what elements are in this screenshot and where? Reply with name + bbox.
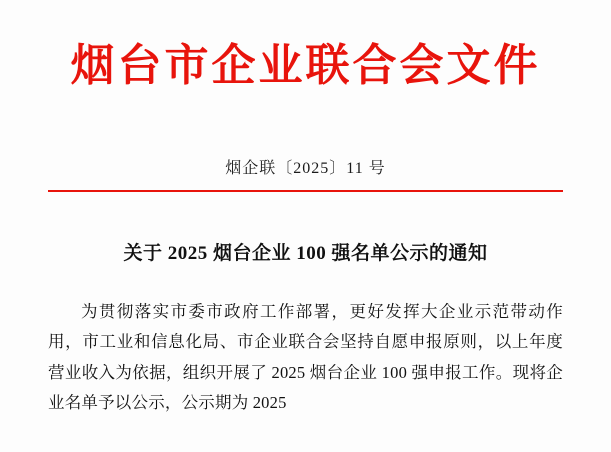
document-title: 烟台市企业联合会文件 <box>70 41 541 90</box>
document-subject-title: 关于 2025 烟台企业 100 强名单公示的通知 <box>123 243 488 264</box>
body-paragraph: 为贯彻落实市委市政府工作部署，更好发挥大企业示范带动作用，市工业和信息化局、市企业联合会坚持自愿申报原则，以上年度营业收入为依据，组织开展了 2025 烟台企业 100 强申报工作。现将企业名单予以公示，公示期为 2025 <box>48 301 563 413</box>
document-body <box>48 297 563 419</box>
red-divider-rule <box>48 190 563 192</box>
document-header <box>48 0 563 93</box>
document-number: 烟企联〔2025〕11 号 <box>225 160 386 177</box>
